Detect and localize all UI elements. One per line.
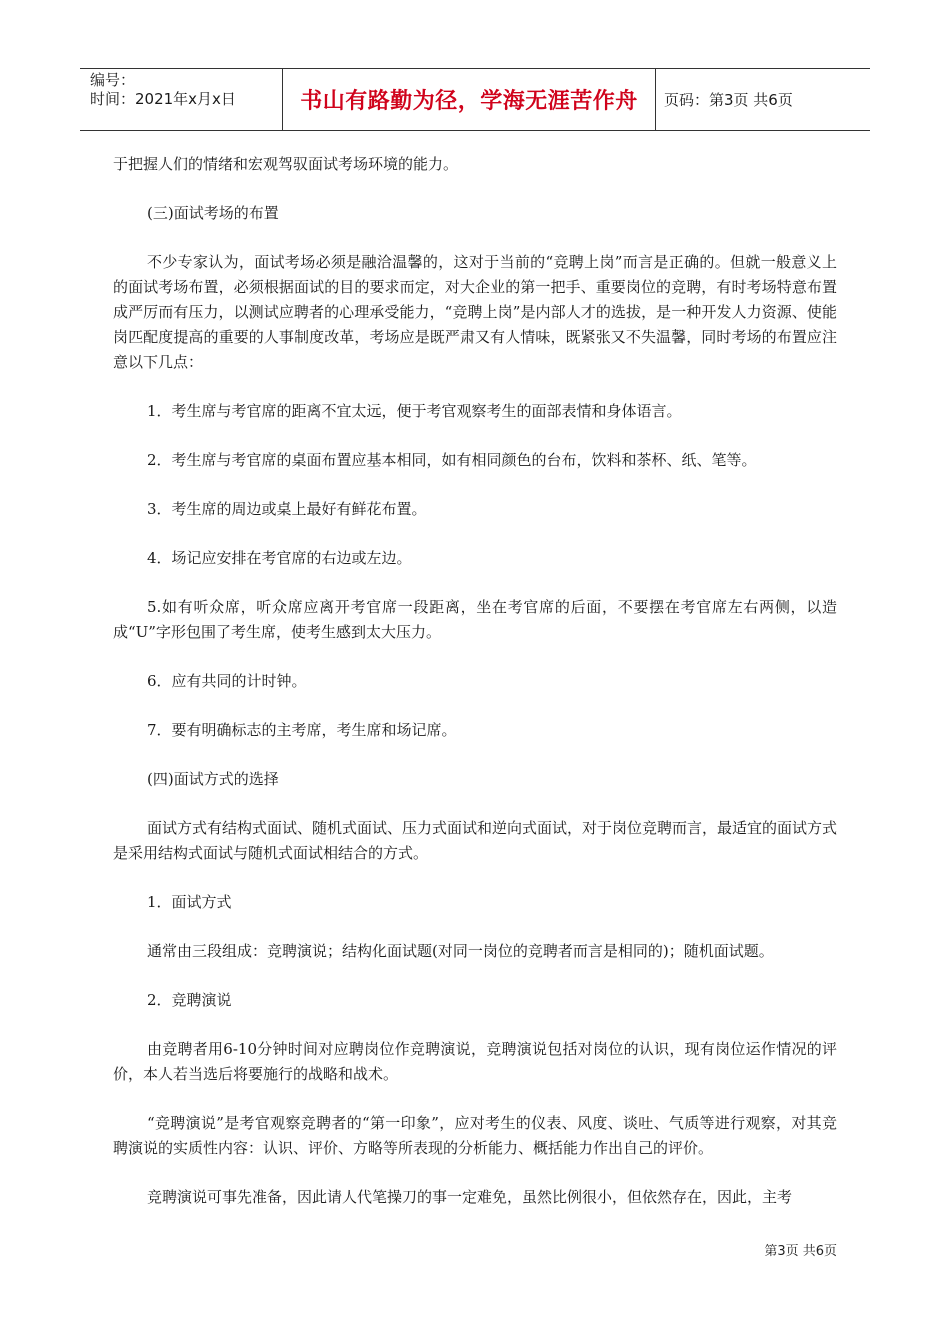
paragraph: 面试方式有结构式面试、随机式面试、压力式面试和逆向式面试，对于岗位竞聘而言，最适宜的面试方式是采用结构式面试与随机式面试相结合的方式。	[113, 819, 838, 862]
paragraph: 由竞聘者用6-10分钟时间对应聘岗位作竞聘演说，竞聘演说包括对岗位的认识，现有岗位运作情况的评价，本人若当选后将要施行的战略和战术。	[113, 1040, 837, 1083]
list-item: 7．要有明确标志的主考席，考生席和场记席。	[147, 721, 457, 739]
list-item: 6．应有共同的计时钟。	[147, 672, 307, 690]
list-item: 1．考生席与考官席的距离不宜太远，便于考官观察考生的面部表情和身体语言。	[147, 402, 682, 420]
paragraph: “竞聘演说”是考官观察竞聘者的“第一印象”，应对考生的仪表、风度、谈吐、气质等进行观察，对其竞聘演说的实质性内容：认识、评价、方略等所表现的分析能力、概括能力作出自己的评价。	[113, 1114, 837, 1157]
paragraph: 不少专家认为，面试考场必须是融洽温馨的，这对于当前的“竞聘上岗”而言是正确的。但就一般意义上的面试考场布置，必须根据面试的目的要求而定，对大企业的第一把手、重要岗位的竞聘，有时考场特意布置成严厉而有压力，以测试应聘者的心理承受能力，“竞聘上岗”是内部人才的选拔，是一种开发人力资源、使能岗匹配度提高的重要的人事制度改革，考场应是既严肃又有人情味，既紧张又不失温馨，同时考场的布置应注意以下几点：	[113, 253, 837, 371]
header-table	[80, 68, 870, 131]
header-page-label: 页码：第3页 共6页	[664, 91, 793, 109]
date-label: 时间：2021年x月x日	[90, 90, 236, 108]
list-item: 4．场记应安排在考官席的右边或左边。	[147, 549, 412, 567]
document-body	[113, 152, 837, 1210]
list-item: 5.如有听众席，听众席应离开考官席一段距离，坐在考官席的后面，不要摆在考官席左右两侧，以造成“U”字形包围了考生席，使考生感到太大压力。	[113, 598, 837, 641]
subheading: 2．竞聘演说	[147, 991, 232, 1009]
section-heading: (三)面试考场的布置	[147, 204, 279, 222]
page-footer: 第3页 共6页	[764, 1244, 837, 1259]
number-label: 编号：	[90, 71, 136, 89]
header-meta	[80, 69, 282, 130]
list-item: 2．考生席与考官席的桌面布置应基本相同，如有相同颜色的台布，饮料和茶杯、纸、笔等。	[147, 451, 757, 469]
paragraph: 于把握人们的情绪和宏观驾驭面试考场环境的能力。	[113, 155, 459, 173]
paragraph: 竞聘演说可事先准备，因此请人代笔操刀的事一定难免，虽然比例很小，但依然存在，因此，主考	[147, 1188, 793, 1206]
paragraph: 通常由三段组成：竞聘演说；结构化面试题(对同一岗位的竞聘者而言是相同的)；随机面试题。	[147, 942, 774, 960]
subheading: 1．面试方式	[147, 893, 232, 911]
header-motto: 书山有路勤为径，学海无涯苦作舟	[282, 69, 656, 130]
section-heading: (四)面试方式的选择	[147, 770, 279, 788]
list-item: 3．考生席的周边或桌上最好有鲜花布置。	[147, 500, 427, 518]
